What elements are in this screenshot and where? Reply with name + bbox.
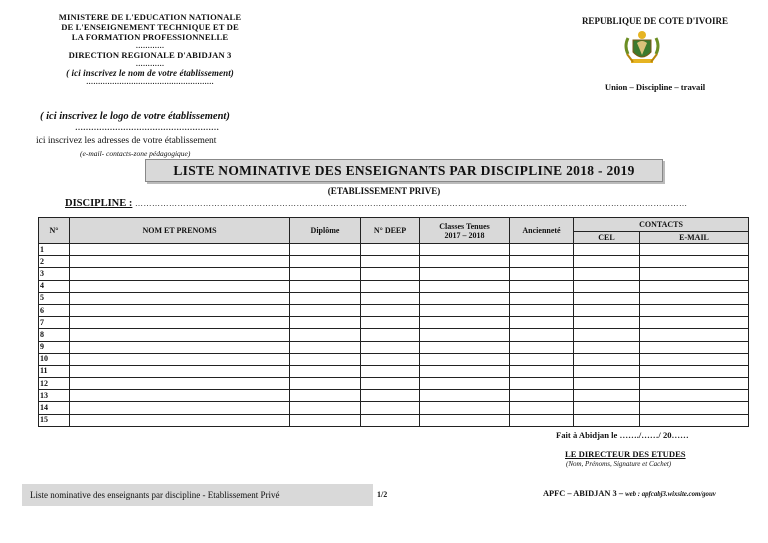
cell-classes[interactable]	[420, 365, 510, 377]
cell-email[interactable]	[640, 304, 749, 316]
cell-classes[interactable]	[420, 244, 510, 256]
cell-seniority[interactable]	[510, 317, 574, 329]
cell-num: 8	[39, 329, 70, 341]
cell-deep[interactable]	[361, 317, 420, 329]
cell-name[interactable]	[70, 402, 290, 414]
header-num: N°	[39, 218, 70, 244]
cell-cel[interactable]	[574, 390, 640, 402]
cell-classes[interactable]	[420, 341, 510, 353]
cell-seniority[interactable]	[510, 329, 574, 341]
discipline-field: ……………………………………………………………………………………………………………………………………………………………………………	[135, 199, 688, 208]
cell-num: 11	[39, 365, 70, 377]
cell-seniority[interactable]	[510, 292, 574, 304]
cell-cel[interactable]	[574, 268, 640, 280]
separator: …………	[135, 42, 165, 50]
republic-title: REPUBLIQUE DE COTE D'IVOIRE	[581, 16, 729, 26]
cell-num: 5	[39, 292, 70, 304]
header-name: NOM ET PRENOMS	[70, 218, 290, 244]
cell-cel[interactable]	[574, 317, 640, 329]
cell-name[interactable]	[70, 292, 290, 304]
cell-seniority[interactable]	[510, 390, 574, 402]
cell-diploma[interactable]	[290, 292, 361, 304]
table-row	[39, 402, 749, 414]
cell-deep[interactable]	[361, 280, 420, 292]
place-date-line: Fait à Abidjan le ……./……/ 20……	[556, 430, 689, 440]
cell-email[interactable]	[640, 329, 749, 341]
cell-email[interactable]	[640, 256, 749, 268]
cell-seniority[interactable]	[510, 280, 574, 292]
cell-classes[interactable]	[420, 304, 510, 316]
cell-email[interactable]	[640, 268, 749, 280]
cell-seniority[interactable]	[510, 244, 574, 256]
cell-num: 9	[39, 341, 70, 353]
cell-seniority[interactable]	[510, 353, 574, 365]
cell-num: 15	[39, 414, 70, 426]
cell-diploma[interactable]	[290, 268, 361, 280]
discipline-line	[65, 198, 688, 209]
cell-name[interactable]	[70, 414, 290, 426]
footer-apfc: APFC – ABIDJAN 3 –	[543, 489, 624, 498]
cell-seniority[interactable]	[510, 341, 574, 353]
header-classes-line1: Classes Tenues	[439, 221, 490, 231]
cell-email[interactable]	[640, 317, 749, 329]
cell-cel[interactable]	[574, 414, 640, 426]
cell-classes[interactable]	[420, 256, 510, 268]
cell-classes[interactable]	[420, 317, 510, 329]
cell-diploma[interactable]	[290, 256, 361, 268]
cell-classes[interactable]	[420, 280, 510, 292]
cell-diploma[interactable]	[290, 414, 361, 426]
cell-diploma[interactable]	[290, 353, 361, 365]
cell-diploma[interactable]	[290, 304, 361, 316]
cell-seniority[interactable]	[510, 304, 574, 316]
header-classes-line2: 2017 – 2018	[444, 230, 485, 240]
cell-diploma[interactable]	[290, 378, 361, 390]
cell-deep[interactable]	[361, 353, 420, 365]
table-row	[39, 329, 749, 341]
table-row	[39, 353, 749, 365]
cell-num: 6	[39, 304, 70, 316]
cell-name[interactable]	[70, 329, 290, 341]
cell-deep[interactable]	[361, 414, 420, 426]
table-row	[39, 292, 749, 304]
cell-name[interactable]	[70, 378, 290, 390]
cell-seniority[interactable]	[510, 256, 574, 268]
cell-seniority[interactable]	[510, 365, 574, 377]
table-row	[39, 365, 749, 377]
table-row	[39, 341, 749, 353]
director-title: LE DIRECTEUR DES ETUDES	[565, 449, 686, 459]
cell-cel[interactable]	[574, 304, 640, 316]
cell-deep[interactable]	[361, 329, 420, 341]
cell-classes[interactable]	[420, 402, 510, 414]
ministry-line-3: LA FORMATION PROFESSIONNELLE	[71, 32, 229, 42]
table-body	[39, 244, 749, 427]
footer-website: web : apfcabj3.wixsite.com/gouv	[625, 491, 716, 498]
logo-note: ( ici inscrivez le logo de votre établissement)	[40, 111, 230, 122]
cell-classes[interactable]	[420, 329, 510, 341]
cell-diploma[interactable]	[290, 317, 361, 329]
cell-num: 4	[39, 280, 70, 292]
table-row	[39, 414, 749, 426]
table-row	[39, 268, 749, 280]
cell-seniority[interactable]	[510, 414, 574, 426]
cell-deep[interactable]	[361, 292, 420, 304]
cell-name[interactable]	[70, 317, 290, 329]
cell-diploma[interactable]	[290, 329, 361, 341]
cell-cel[interactable]	[574, 353, 640, 365]
header-contacts: CONTACTS	[574, 218, 749, 232]
address-sub-note: (e-mail- contacts-zone pédagogique)	[80, 149, 191, 158]
republic-motto: Union – Discipline – travail	[604, 82, 706, 92]
cell-classes[interactable]	[420, 353, 510, 365]
cell-num: 14	[39, 402, 70, 414]
ministry-line-1: MINISTERE DE L'EDUCATION NATIONALE	[58, 12, 242, 22]
cell-deep[interactable]	[361, 256, 420, 268]
cell-email[interactable]	[640, 378, 749, 390]
cell-classes[interactable]	[420, 292, 510, 304]
header-seniority: Ancienneté	[510, 218, 574, 244]
cell-email[interactable]	[640, 341, 749, 353]
cell-deep[interactable]	[361, 378, 420, 390]
logo-dots: ………………………………………………	[75, 123, 219, 132]
cell-num: 12	[39, 378, 70, 390]
cell-num: 1	[39, 244, 70, 256]
cell-diploma[interactable]	[290, 341, 361, 353]
header-email: E-MAIL	[640, 232, 749, 244]
cell-num: 7	[39, 317, 70, 329]
cell-deep[interactable]	[361, 268, 420, 280]
header-classes	[420, 218, 510, 244]
address-note: ici inscrivez les adresses de votre établissement	[36, 136, 217, 146]
header-diploma: Diplôme	[290, 218, 361, 244]
cell-num: 13	[39, 390, 70, 402]
footer-organization	[543, 489, 716, 498]
cell-cel[interactable]	[574, 378, 640, 390]
cell-classes[interactable]	[420, 268, 510, 280]
table-row	[39, 244, 749, 256]
cell-name[interactable]	[70, 365, 290, 377]
cell-email[interactable]	[640, 244, 749, 256]
cell-name[interactable]	[70, 244, 290, 256]
cell-name[interactable]	[70, 353, 290, 365]
cell-name[interactable]	[70, 256, 290, 268]
cell-email[interactable]	[640, 365, 749, 377]
cell-deep[interactable]	[361, 304, 420, 316]
cell-name[interactable]	[70, 268, 290, 280]
footer-document-name: Liste nominative des enseignants par discipline - Etablissement Privé	[22, 484, 373, 506]
cell-diploma[interactable]	[290, 402, 361, 414]
document-subtitle: (ETABLISSEMENT PRIVE)	[327, 186, 441, 196]
cell-cel[interactable]	[574, 244, 640, 256]
cell-diploma[interactable]	[290, 365, 361, 377]
table-row	[39, 304, 749, 316]
cell-num: 10	[39, 353, 70, 365]
cell-email[interactable]	[640, 353, 749, 365]
table-row	[39, 280, 749, 292]
table-row	[39, 390, 749, 402]
establishment-dots: ………………………………………………	[86, 78, 214, 86]
cell-email[interactable]	[640, 292, 749, 304]
page-number: 1/2	[377, 490, 388, 499]
cell-classes[interactable]	[420, 390, 510, 402]
cell-deep[interactable]	[361, 390, 420, 402]
header-deep: N° DEEP	[361, 218, 420, 244]
cell-seniority[interactable]	[510, 268, 574, 280]
cell-classes[interactable]	[420, 378, 510, 390]
document-title: LISTE NOMINATIVE DES ENSEIGNANTS PAR DISCIPLINE 2018 - 2019	[145, 159, 663, 182]
cell-cel[interactable]	[574, 292, 640, 304]
cell-classes[interactable]	[420, 414, 510, 426]
cell-deep[interactable]	[361, 341, 420, 353]
cell-num: 2	[39, 256, 70, 268]
direction-regionale: DIRECTION REGIONALE D'ABIDJAN 3	[68, 50, 232, 60]
cell-name[interactable]	[70, 341, 290, 353]
discipline-label: DISCIPLINE :	[65, 198, 133, 209]
establishment-name-note: ( ici inscrivez le nom de votre établissement)	[66, 68, 234, 78]
coat-of-arms-icon	[622, 30, 662, 68]
cell-name[interactable]	[70, 304, 290, 316]
cell-name[interactable]	[70, 390, 290, 402]
cell-seniority[interactable]	[510, 402, 574, 414]
cell-name[interactable]	[70, 280, 290, 292]
cell-diploma[interactable]	[290, 280, 361, 292]
ministry-line-2: DE L'ENSEIGNEMENT TECHNIQUE ET DE	[61, 22, 239, 32]
cell-diploma[interactable]	[290, 244, 361, 256]
cell-cel[interactable]	[574, 402, 640, 414]
table-row	[39, 256, 749, 268]
cell-deep[interactable]	[361, 244, 420, 256]
cell-email[interactable]	[640, 402, 749, 414]
header-cel: CEL	[574, 232, 640, 244]
cell-cel[interactable]	[574, 341, 640, 353]
cell-num: 3	[39, 268, 70, 280]
cell-seniority[interactable]	[510, 378, 574, 390]
director-signature-note: (Nom, Prénoms, Signature et Cachet)	[566, 460, 672, 468]
cell-cel[interactable]	[574, 256, 640, 268]
cell-cel[interactable]	[574, 329, 640, 341]
cell-cel[interactable]	[574, 280, 640, 292]
cell-diploma[interactable]	[290, 390, 361, 402]
cell-email[interactable]	[640, 280, 749, 292]
separator: …………	[135, 60, 165, 68]
teachers-table	[38, 217, 749, 427]
cell-deep[interactable]	[361, 402, 420, 414]
table-row	[39, 378, 749, 390]
cell-email[interactable]	[640, 414, 749, 426]
cell-email[interactable]	[640, 390, 749, 402]
cell-deep[interactable]	[361, 365, 420, 377]
table-row	[39, 317, 749, 329]
ministry-header	[20, 12, 280, 86]
cell-cel[interactable]	[574, 365, 640, 377]
